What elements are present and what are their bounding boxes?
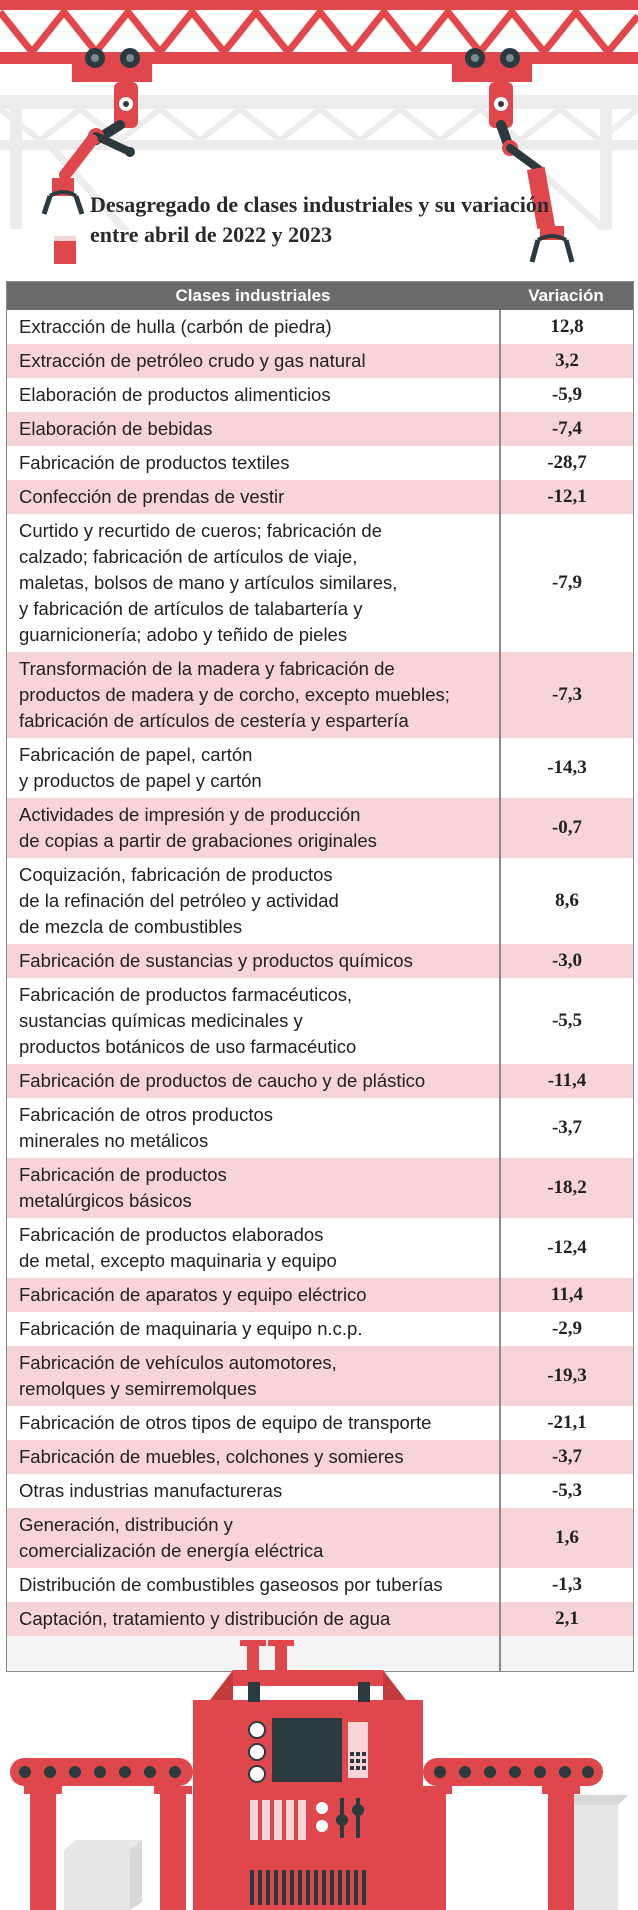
variation-value: -19,3 <box>547 1365 587 1386</box>
variation-value: 8,6 <box>555 890 579 911</box>
industry-class-label: Fabricación de maquinaria y equipo n.c.p. <box>19 1318 363 1339</box>
variation-value: -12,1 <box>547 486 587 507</box>
column-header-classes: Clases industriales <box>175 286 331 305</box>
variation-value: -3,0 <box>551 950 583 971</box>
variation-value: -21,1 <box>547 1412 587 1433</box>
data-table <box>6 281 634 1672</box>
industry-class-label: Fabricación de vehículos automotores, remolques y semirremolques <box>19 1352 337 1399</box>
industry-class-label: Curtido y recurtido de cueros; fabricación de calzado; fabricación de artículos de viaje, maletas, bolsos de mano y artículos similares, y fabricación de artículos de talabartería y guarnicionería; adobo y teñido de pieles <box>19 520 398 645</box>
variation-value: -3,7 <box>551 1117 583 1138</box>
variation-value: 2,1 <box>555 1608 579 1629</box>
industry-class-label: Otras industrias manufactureras <box>19 1480 283 1501</box>
variation-value: -28,7 <box>547 452 587 473</box>
chart-title: Desagregado de clases industriales y su variación entre abril de 2022 y 2023 <box>90 192 550 247</box>
industry-class-label: Coquización, fabricación de productos de la refinación del petróleo y actividad de mezcla de combustibles <box>19 864 339 937</box>
table-row <box>7 446 633 480</box>
industry-class-label: Transformación de la madera y fabricación de productos de madera y de corcho, excepto muebles; fabricación de artículos de cestería y espartería <box>19 658 450 731</box>
industry-class-label: Fabricación de otros tipos de equipo de transporte <box>19 1412 432 1433</box>
industry-class-label: Fabricación de otros productos minerales no metálicos <box>19 1104 273 1151</box>
table-row <box>7 1098 633 1158</box>
table-row <box>7 412 633 446</box>
table-row <box>7 1218 633 1278</box>
variation-value: 3,2 <box>555 350 579 371</box>
variation-value: -11,4 <box>547 1070 587 1091</box>
table-row <box>7 1602 633 1636</box>
variation-value: -7,9 <box>551 572 583 593</box>
table-row <box>7 310 633 344</box>
table-row <box>7 378 633 412</box>
table-row <box>7 1568 633 1602</box>
table-row <box>7 798 633 858</box>
industry-class-label: Elaboración de bebidas <box>19 418 213 439</box>
variation-value: -18,2 <box>547 1177 587 1198</box>
variation-value: -7,3 <box>551 684 583 705</box>
industry-class-label: Extracción de hulla (carbón de piedra) <box>19 316 332 337</box>
variation-value: -7,4 <box>551 418 583 439</box>
industry-class-label: Captación, tratamiento y distribución de agua <box>19 1608 391 1629</box>
variation-value: 12,8 <box>550 316 584 337</box>
table-row <box>7 978 633 1064</box>
variation-value: -0,7 <box>551 817 583 838</box>
industry-class-label: Fabricación de productos farmacéuticos, sustancias químicas medicinales y productos botánicos de uso farmacéutico <box>19 984 357 1057</box>
industry-class-label: Fabricación de productos metalúrgicos básicos <box>19 1164 227 1211</box>
table-row <box>7 858 633 944</box>
industry-class-label: Fabricación de papel, cartón y productos de papel y cartón <box>19 744 262 791</box>
table-row <box>7 1064 633 1098</box>
table-row <box>7 1312 633 1346</box>
column-divider <box>499 310 501 1671</box>
industry-class-label: Fabricación de muebles, colchones y somieres <box>19 1446 404 1467</box>
industry-class-label: Fabricación de productos elaborados de metal, excepto maquinaria y equipo <box>19 1224 337 1271</box>
table-row <box>7 944 633 978</box>
column-header-variation: Variación <box>528 286 604 305</box>
variation-value: 1,6 <box>555 1527 579 1548</box>
variation-value: -5,9 <box>551 384 583 405</box>
factory-machine-illustration <box>0 1640 638 1910</box>
table-row <box>7 1278 633 1312</box>
industry-class-label: Actividades de impresión y de producción de copias a partir de grabaciones originales <box>19 804 377 851</box>
table-row <box>7 1474 633 1508</box>
variation-value: 11,4 <box>550 1284 584 1305</box>
table-row <box>7 1346 633 1406</box>
industry-class-label: Confección de prendas de vestir <box>19 486 285 507</box>
variation-value: -5,5 <box>551 1010 583 1031</box>
variation-value: -5,3 <box>551 1480 583 1501</box>
variation-value: -12,4 <box>547 1237 587 1258</box>
variation-value: -1,3 <box>551 1574 583 1595</box>
variation-value: -14,3 <box>547 757 587 778</box>
industry-class-label: Extracción de petróleo crudo y gas natural <box>19 350 366 371</box>
variation-value: -3,7 <box>551 1446 583 1467</box>
industry-class-label: Fabricación de productos textiles <box>19 452 290 473</box>
table-row <box>7 1508 633 1568</box>
industry-class-label: Fabricación de productos de caucho y de plástico <box>19 1070 426 1091</box>
variation-value: -2,9 <box>551 1318 583 1339</box>
industry-class-label: Fabricación de aparatos y equipo eléctrico <box>19 1284 367 1305</box>
table-row <box>7 1440 633 1474</box>
table-row <box>7 514 633 652</box>
industry-class-label: Generación, distribución y comercialización de energía eléctrica <box>19 1514 324 1561</box>
table-row <box>7 652 633 738</box>
table-row <box>7 1158 633 1218</box>
table-row <box>7 480 633 514</box>
industry-class-label: Elaboración de productos alimenticios <box>19 384 331 405</box>
table-row <box>7 738 633 798</box>
table-row <box>7 344 633 378</box>
table-header <box>7 282 633 310</box>
industry-class-label: Distribución de combustibles gaseosos por tuberías <box>19 1574 443 1595</box>
table-row <box>7 1406 633 1440</box>
industry-class-label: Fabricación de sustancias y productos químicos <box>19 950 413 971</box>
